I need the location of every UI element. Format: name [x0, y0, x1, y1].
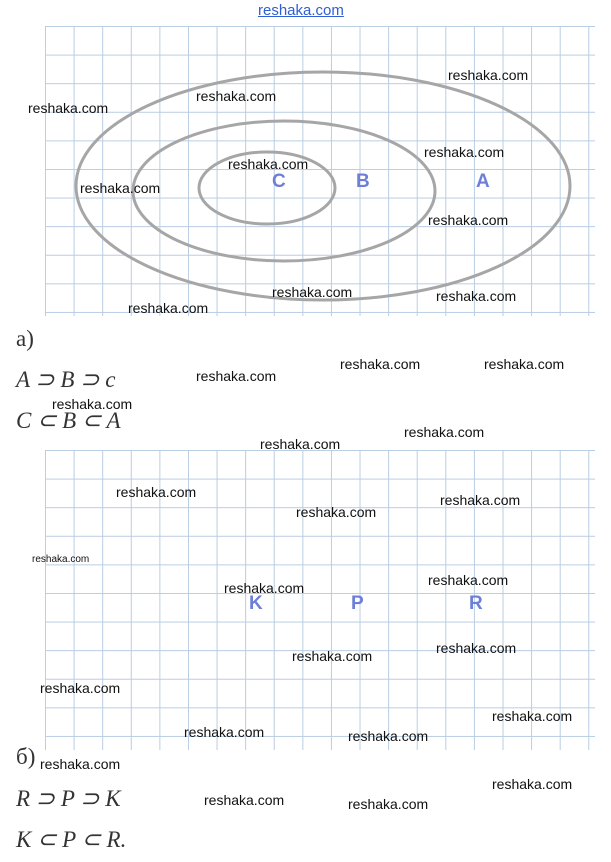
watermark: reshaka.com [340, 356, 421, 372]
header-watermark[interactable]: reshaka.com [258, 2, 344, 19]
set-label-a: A [476, 171, 490, 192]
watermark: reshaka.com [52, 396, 133, 412]
watermark: reshaka.com [424, 144, 505, 160]
watermark: reshaka.com [204, 792, 285, 808]
watermark: reshaka.com [436, 288, 517, 304]
watermark: reshaka.com [228, 156, 309, 172]
set-label-r: R [469, 593, 483, 614]
formula-b-subset: K ⊂ P ⊂ R. [16, 827, 127, 852]
watermark: reshaka.com [196, 88, 277, 104]
set-label-c: C [272, 171, 286, 192]
watermark: reshaka.com [292, 648, 373, 664]
watermark: reshaka.com [492, 708, 573, 724]
set-label-p: P [351, 593, 364, 614]
formula-b-superset: R ⊃ P ⊃ K [16, 786, 121, 811]
set-label-b: B [356, 171, 370, 192]
formula-a-superset: A ⊃ B ⊃ c [16, 367, 116, 392]
formula-a-subset: C ⊂ B ⊂ A [16, 408, 121, 433]
watermark: reshaka.com [196, 368, 277, 384]
watermark: reshaka.com [440, 492, 521, 508]
watermark: reshaka.com [80, 180, 161, 196]
watermark: reshaka.com [128, 300, 209, 316]
watermark: reshaka.com [348, 728, 429, 744]
part-b-label: б) [16, 744, 36, 769]
watermark: reshaka.com [184, 724, 265, 740]
watermark: reshaka.com [260, 436, 341, 452]
watermark: reshaka.com [428, 572, 509, 588]
watermark: reshaka.com [40, 756, 121, 772]
watermark: reshaka.com [428, 212, 509, 228]
watermark: reshaka.com [224, 580, 305, 596]
part-a-label: а) [16, 326, 34, 351]
watermark: reshaka.com [32, 554, 90, 565]
watermark: reshaka.com [436, 640, 517, 656]
watermark: reshaka.com [116, 484, 197, 500]
watermark: reshaka.com [492, 776, 573, 792]
watermark: reshaka.com [296, 504, 377, 520]
watermark: reshaka.com [484, 356, 565, 372]
watermark: reshaka.com [448, 67, 529, 83]
set-label-k: K [249, 593, 263, 614]
watermark: reshaka.com [40, 680, 121, 696]
watermark: reshaka.com [272, 284, 353, 300]
watermark: reshaka.com [348, 796, 429, 812]
watermark: reshaka.com [404, 424, 485, 440]
watermark: reshaka.com [28, 100, 109, 116]
